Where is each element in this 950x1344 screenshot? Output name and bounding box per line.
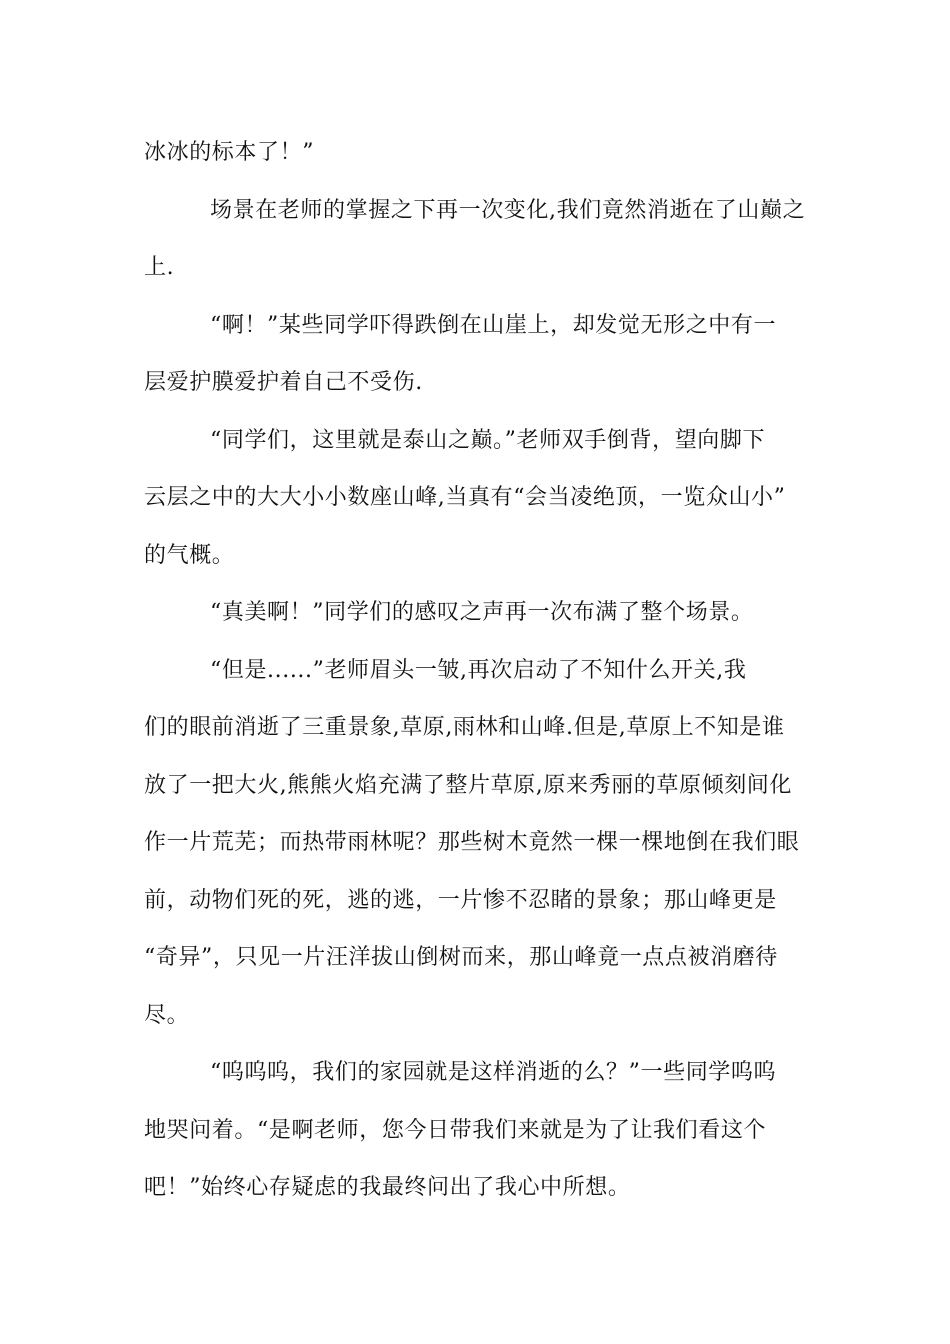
paragraph-start-line: “真美啊！”同学们的感叹之声再一次布满了整个场景。 <box>210 600 754 625</box>
paragraph-start-line: “但是......”老师眉头一皱,再次启动了不知什么开关,我 <box>210 657 747 683</box>
text-line: 们的眼前消逝了三重景象,草原,雨林和山峰.但是,草原上不知是谁 <box>144 715 785 740</box>
text-line: 作一片荒芜；而热带雨林呢？那些树木竟然一棵一棵地倒在我们眼 <box>144 830 800 855</box>
paragraph-start-line: “同学们，这里就是泰山之巅。”老师双手倒背，望向脚下 <box>210 427 766 453</box>
paragraph-start-line: 场景在老师的掌握之下再一次变化,我们竟然消逝在了山巅之 <box>210 197 806 223</box>
paragraph-start-line: “呜呜呜，我们的家园就是这样消逝的么？”一些同学呜呜 <box>210 1060 777 1085</box>
text-line: 吧！”始终心存疑虑的我最终问出了我心中所想。 <box>144 1175 631 1200</box>
document-body <box>144 133 808 1226</box>
text-line: 前，动物们死的死，逃的逃，一片惨不忍睹的景象；那山峰更是 <box>144 887 777 913</box>
text-line: 地哭问着。“是啊老师，您今日带我们来就是为了让我们看这个 <box>144 1117 767 1143</box>
text-line: “奇异”，只见一片汪洋拔山倒树而来，那山峰竟一点点被消磨待 <box>144 945 778 970</box>
text-line: 放了一把大火,熊熊火焰充满了整片草原,原来秀丽的草原倾刻间化 <box>144 772 792 798</box>
text-line: 上. <box>144 255 175 280</box>
paragraph-start-line: “啊！”某些同学吓得跌倒在山崖上，却发觉无形之中有一 <box>210 312 777 338</box>
text-line: 冰冰的标本了！” <box>144 140 315 165</box>
text-line: 层爱护膜爱护着自己不受伤. <box>144 370 423 395</box>
text-line: 尽。 <box>144 1002 190 1028</box>
text-line: 云层之中的大大小小数座山峰,当真有“会当凌绝顶，一览众山小” <box>144 485 786 510</box>
text-line: 的气概。 <box>144 542 235 568</box>
